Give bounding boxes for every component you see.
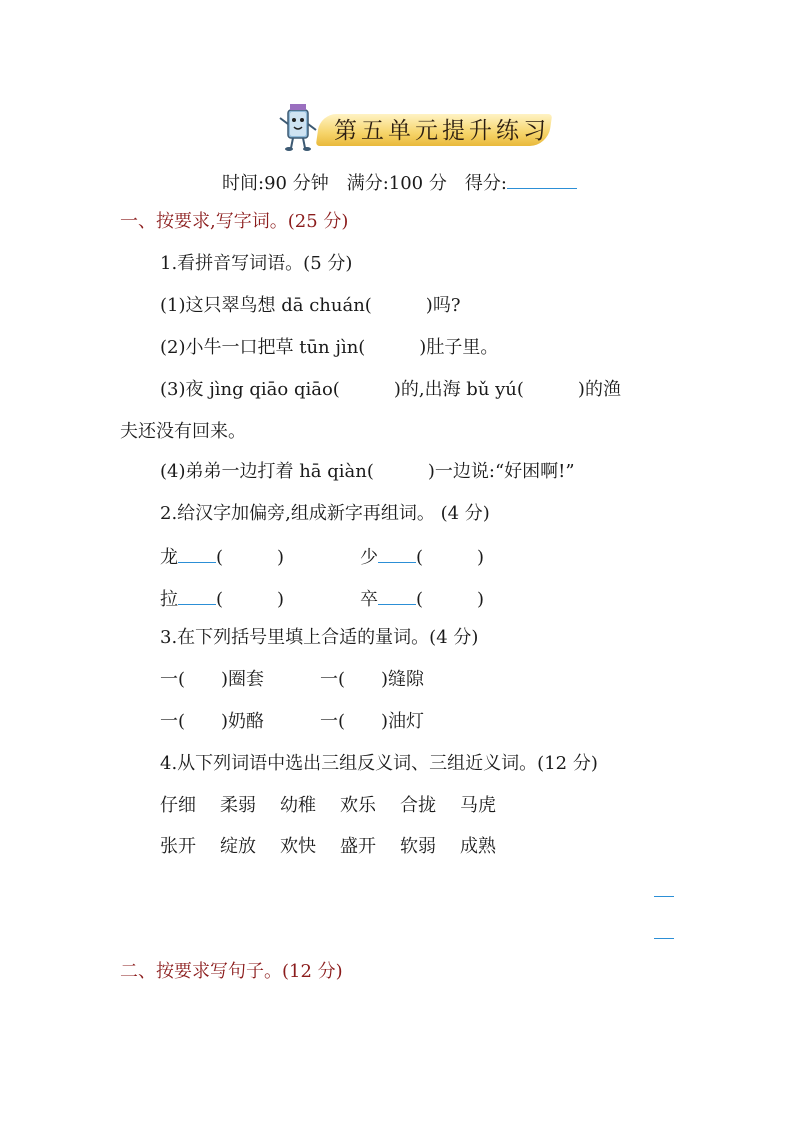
q2-paren: ( ) — [416, 589, 485, 610]
answer-line[interactable] — [654, 896, 674, 897]
q4-title: 4.从下列词语中选出三组反义词、三组近义词。(12 分) — [160, 753, 598, 774]
q4-word: 成熟 — [460, 836, 496, 857]
radical-blank[interactable] — [378, 544, 416, 563]
q1-item-2: (2)小牛一口把草 tūn jìn( )肚子里。 — [160, 337, 499, 358]
q2-paren: ( ) — [416, 547, 485, 568]
q4-word: 幼稚 — [280, 795, 316, 816]
q2-char: 卒 — [360, 589, 378, 610]
q3-item: 一( )缝隙 — [320, 669, 425, 690]
radical-blank[interactable] — [378, 586, 416, 605]
q2-char: 少 — [360, 547, 378, 568]
radical-blank[interactable] — [178, 544, 216, 563]
q2-char: 龙 — [160, 547, 178, 568]
q3-item: 一( )圈套 — [160, 669, 265, 690]
q4-word: 绽放 — [220, 836, 256, 857]
q3-item: 一( )油灯 — [320, 711, 425, 732]
q2-title: 2.给汉字加偏旁,组成新字再组词。 (4 分) — [160, 503, 490, 524]
q1-item-3-cont: 夫还没有回来。 — [120, 421, 246, 442]
title-banner — [276, 100, 566, 156]
q4-word: 张开 — [160, 836, 196, 857]
q4-word: 盛开 — [340, 836, 376, 857]
q4-word: 欢快 — [280, 836, 316, 857]
q2-row-2b — [360, 586, 484, 612]
exam-meta — [222, 170, 577, 196]
q2-char: 拉 — [160, 589, 178, 610]
book-mascot-icon — [276, 100, 320, 156]
q4-word: 柔弱 — [220, 795, 256, 816]
q1-item-1: (1)这只翠鸟想 dā chuán( )吗? — [160, 295, 461, 316]
radical-blank[interactable] — [178, 586, 216, 605]
q1-title: 1.看拼音写词语。(5 分) — [160, 253, 353, 274]
q2-paren: ( ) — [216, 589, 285, 610]
score-blank[interactable] — [507, 170, 577, 189]
q4-word: 仔细 — [160, 795, 196, 816]
section-2-title: 二、按要求写句子。(12 分) — [120, 961, 343, 982]
exam-meta-text: 时间:90 分钟 满分:100 分 得分: — [222, 173, 507, 194]
q1-item-4: (4)弟弟一边打着 hā qiàn( )一边说:“好困啊!” — [160, 461, 575, 482]
q3-item: 一( )奶酪 — [160, 711, 265, 732]
section-1-title: 一、按要求,写字词。(25 分) — [120, 211, 349, 232]
q4-word: 马虎 — [460, 795, 496, 816]
q2-row-2 — [160, 586, 284, 612]
q4-word: 欢乐 — [340, 795, 376, 816]
q1-item-3: (3)夜 jìng qiāo qiāo( )的,出海 bǔ yú( )的渔 — [160, 379, 621, 400]
q2-paren: ( ) — [216, 547, 285, 568]
q2-row-1 — [160, 544, 284, 570]
q2-row-1b — [360, 544, 484, 570]
q4-word: 软弱 — [400, 836, 436, 857]
answer-line[interactable] — [654, 938, 674, 939]
page-title: 第五单元提升练习 — [334, 118, 550, 144]
q3-title: 3.在下列括号里填上合适的量词。(4 分) — [160, 627, 479, 648]
q4-word: 合拢 — [400, 795, 436, 816]
